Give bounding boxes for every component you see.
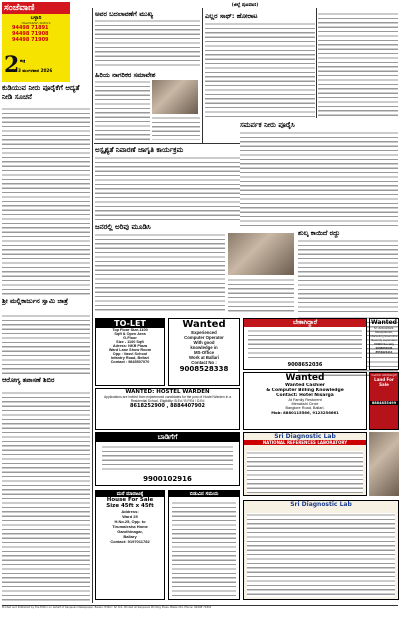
house-sale-detail: Ward 25	[122, 514, 138, 519]
tolet-line: Contact : 9845507070	[110, 360, 150, 364]
wanted-cashier-contact: Contact: Hotel Nisarga	[276, 393, 334, 398]
small-notice-ad	[168, 490, 240, 600]
col3-top-headline: ಎಲ್ಲರ ಸಾಥ್: ಹೋರಾಟ	[205, 12, 258, 20]
house-sale-detail: Address:	[121, 509, 139, 514]
wanted-cashier-ad	[243, 372, 367, 430]
wanted-society-line: Sr. Accountant, Receptionist,	[373, 326, 395, 334]
wanted-operator-phone: 9008528338	[179, 365, 229, 373]
col4-body	[318, 12, 398, 117]
wanted-society-line: Security supervisor	[371, 338, 397, 342]
house-sale-ad	[95, 490, 165, 600]
section-tag	[205, 2, 285, 10]
left-third-body	[2, 391, 90, 601]
rent-title: ಬಾಡಿಗೆಗೆ	[96, 433, 239, 442]
mid-second-body	[95, 233, 225, 313]
masthead	[2, 2, 70, 82]
rent-phone: 9900102916	[143, 475, 192, 483]
wanted-society-phone: 9008652036	[375, 346, 393, 350]
kannada-wanted-ad	[243, 318, 367, 370]
land-sale-title: Land For Sale	[374, 377, 394, 387]
left-second-headline: ಶ್ರೀ ಮಲ್ಲಿಕಾರ್ಜುನ ಸ್ವಾಮಿ ಜಾತ್ರೆ	[2, 297, 69, 305]
lab1-brand: Sri Diagnostic Lab	[274, 433, 336, 440]
small-notice-title: ಬಿಡುವಿನ ಸಮಯ	[169, 491, 239, 497]
wanted-cashier-address2: Banglore Road, Ballari.	[285, 406, 325, 410]
masthead-phone: 94498 71908	[12, 31, 49, 37]
tolet-line: G-Floor	[123, 336, 137, 340]
diagnostic-lab-ad-1	[243, 432, 367, 496]
diagnostic-lab-ad-2	[243, 500, 399, 600]
col2-sub-body	[95, 80, 150, 140]
mid-main-headline: ಅಸ್ಪೃಶ್ಯತೆ ನಿವಾರಣೆ ಜಾಗೃತಿ ಕಾರ್ಯಕ್ರಮ	[95, 146, 184, 154]
wanted-operator-line: Experienced	[191, 330, 217, 335]
rent-ad	[95, 432, 240, 486]
right-low-headline: ಶುಲ್ಕ ಕಾಯಿದೆ ರದ್ದು	[298, 229, 340, 237]
hostel-warden-phones: 8618252900 , 8884407902	[130, 403, 205, 409]
mid-second-body-right	[228, 278, 294, 313]
wanted-operator-title: Wanted	[182, 319, 226, 330]
wanted-cashier-mob: Mob: 8880115566, 9123256661	[271, 410, 339, 415]
wanted-operator-line: Contact No :	[191, 360, 217, 365]
lab-photo	[369, 432, 399, 496]
house-sale-detail: H.No.25, Opp. to	[114, 519, 146, 524]
wanted-operator-ad	[168, 318, 240, 386]
wanted-society-phone: 8553924412	[375, 350, 393, 354]
masthead-phone: 94498 71909	[12, 37, 49, 43]
wanted-cashier-address: Menakshi Circle	[291, 402, 319, 406]
wanted-cashier-sub2: & Computer Billing Knowledge	[266, 388, 344, 393]
tolet-line: Size - 1100 Sqft	[116, 340, 144, 344]
masthead-phone: 94498 71891	[12, 25, 49, 31]
right-mid-body	[240, 131, 398, 226]
mid-photo	[228, 233, 294, 275]
kannada-wanted-phone: 9008652036	[287, 362, 323, 368]
lead-headline-block	[2, 84, 90, 106]
wanted-operator-line: knowledge in	[190, 345, 218, 350]
lead-article-body	[2, 107, 90, 295]
tolet-line: Sqft & Open Area	[114, 332, 146, 336]
wanted-society-line: Marketing Executive	[370, 334, 398, 338]
right-mid-headline: ಸಮರ್ಪಕ ನೀರು ಪೂರೈಸಿ	[240, 121, 295, 129]
wanted-society-title: Wanted	[371, 319, 397, 326]
tolet-line: Ward Lane Show Room	[108, 348, 152, 352]
house-sale-size: Size 45ft x 45ft	[106, 503, 154, 509]
article-photo	[152, 80, 198, 114]
wanted-operator-line: Computer Operator	[184, 335, 224, 340]
tolet-line: Infantry Road, Bellari	[110, 356, 150, 360]
col2-top-headline: ಅವರ ಬದಲಾವಣೆಗೆ ಮುಖ್ಯ	[95, 10, 154, 18]
lab2-brand: Sri Diagnostic Lab	[290, 501, 352, 508]
house-sale-kannada: ಮನೆ ಮಾರಾಟಕ್ಕೆ	[96, 491, 164, 497]
tolet-ad	[95, 318, 165, 386]
col2-top-body	[95, 19, 200, 69]
tolet-line: Opp : Vasvi School	[112, 352, 148, 356]
masthead-date: 3 ಮಂಗಳವಾರ 2026	[18, 68, 53, 73]
footer-imprint	[2, 605, 398, 615]
col2-sub-headline: ಹಿರಿಯ ನಾಗರಿಕರ ಸಮಾವೇಶ	[95, 71, 156, 79]
left-second-body	[2, 314, 90, 374]
section-tag-text: (ಜಿಲ್ಲೆ ಪುಟವಾಣಿ)	[231, 3, 259, 8]
lab1-heading: NATIONAL REFERENCES LABORATORY	[244, 440, 366, 445]
hostel-warden-ad	[95, 388, 240, 430]
land-sale-ad	[369, 372, 399, 430]
hostel-warden-title: WANTED: HOSTEL WARDEN	[125, 389, 210, 395]
kannada-wanted-title: ಬೇಕಾಗಿದ್ದಾರೆ	[244, 319, 366, 327]
wanted-operator-line: Work at Ballari	[188, 355, 219, 360]
wanted-cashier-title: Wanted	[285, 373, 325, 383]
masthead-contact-label: ಜಾಹೀರಾತಿಗಾಗಿ ಸಂಪರ್ಕಿಸಿ	[21, 21, 51, 25]
house-sale-detail: Contact: 9197011782	[110, 539, 150, 544]
house-sale-detail: Ballary	[123, 534, 137, 539]
col3-top-body	[205, 22, 315, 117]
masthead-day-number: 2	[4, 52, 20, 78]
land-sale-kannada: ಜಮೀನು ಮಾರಾಟಕ್ಕಿದೆ	[371, 373, 397, 377]
wanted-society-company: VCBN Society	[373, 342, 394, 346]
lead-headline: ಕುಡಿಯುವ ನೀರು ಪೂರೈಕೆಗೆ ಆದ್ಯತೆ ನೀಡಿ ಸೂಚನೆ	[2, 84, 80, 101]
left-third-headline: ಆರೋಗ್ಯ ತಪಾಸಣೆ ಶಿಬಿರ	[2, 376, 55, 384]
hostel-warden-body: Applications are invited from experienced candidates for the post of Hostel Warden in a Residential School. Eligibility: B.Ed / B.P.Ed / D.Ed	[103, 395, 232, 403]
wanted-operator-line: MS-Office	[193, 350, 215, 355]
footer-text: Printed and Published by the Editor on behalf of Sanjevani Newspaper, Bellari. Editor: Sri R.K. Printed at Sanjevani Printing Press, Ballari Rd. Phone: 94498 71891	[2, 606, 212, 609]
tolet-title: TO-LET	[96, 319, 164, 328]
masthead-title: ಸಂಜೆವಾಣಿ	[2, 2, 70, 14]
second-headline-block	[2, 297, 90, 313]
house-sale-detail: Tirumalesha Home	[112, 524, 148, 529]
masthead-edition: ಬಳ್ಳಾರಿ	[30, 15, 42, 21]
house-sale-detail: Gandhinagar,	[117, 529, 143, 534]
wanted-cashier-contact2: At Family Restorent	[288, 398, 322, 402]
third-headline-block	[2, 376, 90, 390]
land-sale-phone: 8884855499	[371, 401, 397, 405]
wanted-operator-line: With good	[193, 340, 215, 345]
masthead-day-word: ಶುಕ್ರ	[20, 58, 26, 63]
house-sale-title: House For Sale	[106, 497, 154, 503]
wanted-cashier-sub: Wanted Cashier	[284, 383, 326, 388]
col2-sub-body-right	[152, 116, 200, 140]
mid-second-headline: ಜನರಲ್ಲಿ ಅರಿವು ಮೂಡಿಸಿ	[95, 223, 151, 231]
tolet-line: Top Floor Size-1100	[112, 328, 148, 332]
tolet-line: Adress: NKB Plaza	[112, 344, 148, 348]
right-low-body	[298, 239, 398, 314]
wanted-society-ad	[369, 318, 399, 370]
